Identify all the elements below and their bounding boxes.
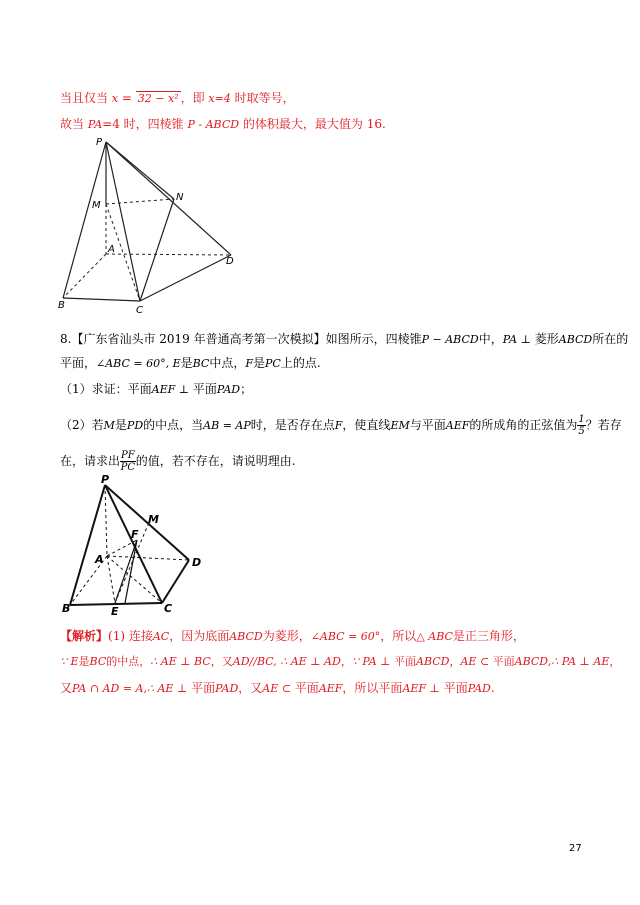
text: ； xyxy=(240,382,253,396)
text: = xyxy=(118,91,136,105)
label-p2: P xyxy=(101,473,110,486)
math: PAD xyxy=(467,682,491,695)
text: ，使直线 xyxy=(342,418,391,432)
text: （2）若 xyxy=(60,418,104,432)
text: ？若存 xyxy=(585,418,622,432)
text: 的中点， xyxy=(106,655,151,668)
problem-line-2 xyxy=(60,355,321,372)
text: 是 xyxy=(180,356,193,370)
text: （1）求证：平面 xyxy=(60,382,152,396)
problem-part-2-cont xyxy=(60,450,296,473)
text: 平面 xyxy=(489,655,515,668)
text: 平面 xyxy=(290,681,319,695)
math: AE ⊂ xyxy=(262,682,291,695)
text: . xyxy=(490,681,495,695)
text: 平面 xyxy=(189,382,217,396)
math-pa: PA xyxy=(87,118,103,131)
text: 时取等号， xyxy=(230,91,295,105)
fraction-one-fifth xyxy=(577,414,585,437)
math: ∵ PA ⊥ xyxy=(351,655,391,668)
math: P − ABCD xyxy=(421,333,479,346)
label-n1: N xyxy=(176,192,184,203)
text: 是 xyxy=(114,418,127,432)
text: ，所以 xyxy=(380,629,417,643)
solution-tag: 【解析】 xyxy=(60,629,109,643)
math: AD//BC, ∴ AE ⊥ AD xyxy=(232,655,341,668)
text: 故当 xyxy=(60,117,88,131)
text: 所在的 xyxy=(592,332,629,346)
math: F xyxy=(334,419,343,432)
math: ∠ABC = 60°, E xyxy=(96,357,181,370)
text: =4 时，四棱锥 xyxy=(102,117,188,131)
text: (1) 连接 xyxy=(108,629,153,643)
text: 平面 xyxy=(439,681,468,695)
text: ，因为底面 xyxy=(169,629,230,643)
label-a2: A xyxy=(95,553,104,566)
text: 菱形 xyxy=(530,332,559,346)
math: BC xyxy=(192,357,210,370)
text: ， xyxy=(609,655,621,668)
label-b1: B xyxy=(58,300,65,311)
text: 平面， xyxy=(60,356,97,370)
text: 中， xyxy=(478,332,503,346)
math: M xyxy=(103,419,115,432)
text: 上的点. xyxy=(280,356,321,370)
text: ，又 xyxy=(210,655,233,668)
solution-line-3 xyxy=(60,680,495,697)
label-m2: M xyxy=(148,513,159,526)
label-p1: P xyxy=(96,137,103,148)
math: PA ⊥ xyxy=(502,333,531,346)
text: 与平面 xyxy=(409,418,446,432)
sqrt-expression: 32 − x² xyxy=(137,92,179,105)
text: 的中点，当 xyxy=(143,418,204,432)
text: 时，是否存在点 xyxy=(250,418,335,432)
text: ，所以平面 xyxy=(342,681,403,695)
text: 为菱形， xyxy=(262,629,311,643)
solution-line-2 xyxy=(60,654,620,670)
label-d1: D xyxy=(226,256,234,267)
label-c2: C xyxy=(164,602,173,615)
math: ABCD xyxy=(229,630,263,643)
label-a1: A xyxy=(108,244,115,255)
label-d2: D xyxy=(192,556,202,569)
math: PAD xyxy=(216,383,241,396)
text: ，即 xyxy=(180,91,209,105)
math: △ ABC xyxy=(416,630,453,643)
math: ∴ AE ⊥ xyxy=(146,682,188,695)
text: 平面 xyxy=(187,681,216,695)
label-e2: E xyxy=(111,605,119,618)
text: 的所成角的正弦值为 xyxy=(469,418,578,432)
math: EM xyxy=(390,419,410,432)
fraction-numerator: PF xyxy=(121,450,135,461)
math: ABCD, xyxy=(514,655,552,668)
text: 又 xyxy=(60,681,73,695)
solution-line-1 xyxy=(60,628,525,645)
math-pyramid: P - ABCD xyxy=(187,118,240,131)
text: 8.【广东省汕头市 2019 年普通高考第一次模拟】如图所示，四棱锥 xyxy=(60,332,422,346)
math: AEF xyxy=(318,682,343,695)
math: BC xyxy=(89,655,107,668)
math: ∴ AE ⊥ BC xyxy=(150,655,211,668)
math: ABCD xyxy=(416,655,450,668)
text: ，又 xyxy=(238,681,263,695)
label-c1: C xyxy=(136,305,143,316)
text: 平面 xyxy=(390,655,416,668)
label-b2: B xyxy=(62,602,71,615)
text: 是 xyxy=(78,655,90,668)
math: ∠ABC = 60° xyxy=(310,630,381,643)
text: 当且仅当 xyxy=(60,91,112,105)
text: 的值，若不存在，请说明理由. xyxy=(135,454,296,468)
math: ∴ PA ⊥ AE xyxy=(551,655,610,668)
math-x: x xyxy=(111,92,119,105)
fraction-pf-pc xyxy=(120,450,136,473)
math-x-eq-4: x=4 xyxy=(208,92,231,105)
math: AEF ⊥ xyxy=(151,383,190,396)
fraction-numerator: 1 xyxy=(578,414,585,425)
fraction-denominator: 5 xyxy=(578,426,585,437)
page-number: 27 xyxy=(569,843,582,854)
math: AEF xyxy=(445,419,470,432)
math: ABCD xyxy=(558,333,593,346)
math: AEF ⊥ xyxy=(402,682,440,695)
label-f2: F xyxy=(131,528,139,541)
text: ， xyxy=(449,655,461,668)
fraction-denominator: PC xyxy=(120,462,136,473)
problem-line-1 xyxy=(60,331,628,348)
problem-part-1 xyxy=(60,381,252,398)
text: ， xyxy=(340,655,352,668)
math: AB = AP xyxy=(203,419,251,432)
text: 是 xyxy=(253,356,266,370)
label-m1: M xyxy=(92,200,101,211)
text: 的体积最大，最大值为 16. xyxy=(239,117,386,131)
math: PD xyxy=(126,419,144,432)
math: PA ∩ AD = A, xyxy=(72,682,147,695)
math: ∵ E xyxy=(60,655,79,668)
math: PAD xyxy=(215,682,239,695)
math: PC xyxy=(265,357,281,370)
math: F xyxy=(245,357,254,370)
text: 在，请求出 xyxy=(60,454,121,468)
text: 是正三角形， xyxy=(452,629,525,643)
problem-part-2 xyxy=(60,414,622,437)
math: AE ⊂ xyxy=(460,655,490,668)
text: 中点， xyxy=(209,356,246,370)
math: AC xyxy=(152,630,170,643)
